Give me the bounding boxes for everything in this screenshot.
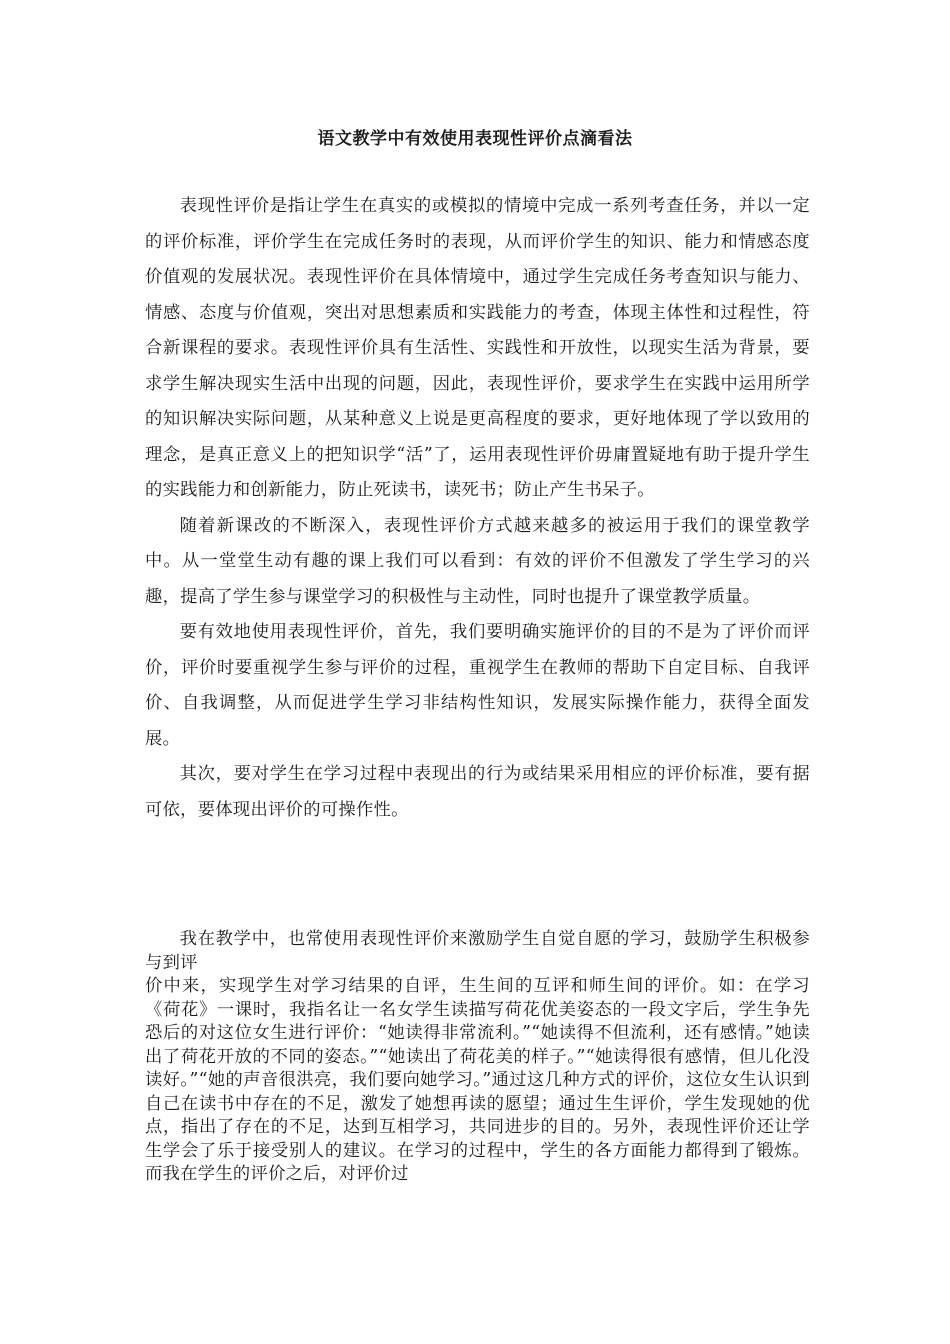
paragraph-6: 价中来，实现学生对学习结果的自评，生生间的互评和师生间的评价。如：在学习《荷花》一课时，我指名让一名女学生读描写荷花优美姿态的一段文字后，学生争先恐后的对这位女生进行评价：“她读得非常流利。”“她读得不但流利，还有感情。”她读出了荷花开放的不同的姿态。”“她读出了荷花美的样子。”“她读得很有感情，但儿化没读好。”“她的声音很洪亮，我们要向她学习。”通过这几种方式的评价，这位女生认识到自己在读书中存在的不足，激发了她想再读的愿望；通过生生评价，学生发现她的优点，指出了存在的不足，达到互相学习，共同进步的目的。另外，表现性评价还让学生学会了乐于接受别人的建议。在学习的过程中，学生的各方面能力都得到了锻炼。而我在学生的评价之后，对评价过 bbox=[145, 976, 810, 1184]
paragraph-4: 其次，要对学生在学习过程中表现出的行为或结果采用相应的评价标准，要有据可依，要体现出评价的可操作性。 bbox=[145, 764, 810, 820]
paragraph-2: 随着新课改的不断深入，表现性评价方式越来越多的被运用于我们的课堂教学中。从一堂堂生动有趣的课上我们可以看到：有效的评价不但激发了学生学习的兴趣，提高了学生参与课堂学习的积极性与主动性，同时也提升了课堂教学质量。 bbox=[145, 515, 810, 607]
paragraph-1: 表现性评价是指让学生在真实的或模拟的情境中完成一系列考查任务，并以一定的评价标准，评价学生在完成任务时的表现，从而评价学生的知识、能力和情感态度价值观的发展状况。表现性评价在具体情境中，通过学生完成任务考查知识与能力、情感、态度与价值观，突出对思想素质和实践能力的考查，体现主体性和过程性，符合新课程的要求。表现性评价具有生活性、实践性和开放性，以现实生活为背景，要求学生解决现实生活中出现的问题，因此，表现性评价，要求学生在实践中运用所学的知识解决实际问题，从某种意义上说是更高程度的要求，更好地体现了学以致用的理念，是真正意义上的把知识学“活”了，运用表现性评价毋庸置疑地有助于提升学生的实践能力和创新能力，防止死读书，读死书；防止产生书呆子。 bbox=[145, 196, 810, 500]
paragraph-3: 要有效地使用表现性评价，首先，我们要明确实施评价的目的不是为了评价而评价，评价时要重视学生参与评价的过程，重视学生在教师的帮助下自定目标、自我评价、自我调整，从而促进学生学习非结构性知识，发展实际操作能力，获得全面发展。 bbox=[145, 622, 810, 749]
document-title: 语文教学中有效使用表现性评价点滴看法 bbox=[317, 129, 633, 149]
document-body-continued bbox=[145, 928, 810, 1187]
paragraph-5: 我在教学中，也常使用表现性评价来激励学生自觉自愿的学习，鼓励学生积极参与到评 bbox=[145, 929, 810, 973]
document-body bbox=[145, 189, 810, 828]
